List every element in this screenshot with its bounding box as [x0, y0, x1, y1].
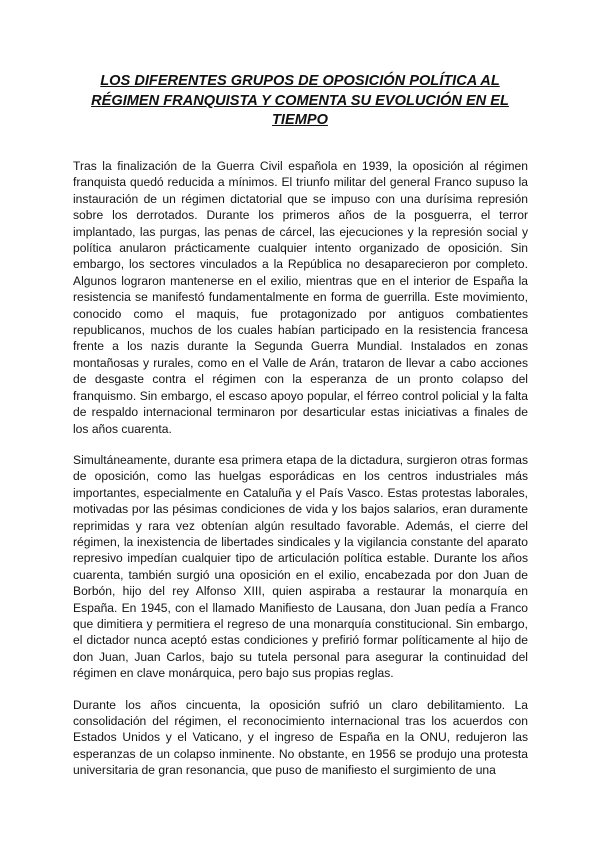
paragraph: Tras la finalización de la Guerra Civil española en 1939, la oposición al régimen franquista quedó reducida a mínimos. El triunfo militar del general Franco supuso la instauración de un régimen dictatorial que se impuso con una durísima represión sobre los derrotados. Durante los primeros años de la posguerra, el terror implantado, las purgas, las penas de cárcel, las ejecuciones y la represión social y política anularon prácticamente cualquier intento organizado de oposición. Sin embargo, los sectores vinculados a la República no desaparecieron por completo. Algunos lograron mantenerse en el exilio, mientras que en el interior de España la resistencia se manifestó fundamentalmente en forma de guerrilla. Este movimiento, conocido como el maquis, fue protagonizado por antiguos combatientes republicanos, muchos de los cuales habían participado en la resistencia francesa frente a los nazis durante la Segunda Guerra Mundial. Instalados en zonas montañosas y rurales, como en el Valle de Arán, trataron de llevar a cabo acciones de desgaste contra el régimen con la esperanza de un pronto colapso del franquismo. Sin embargo, el escaso apoyo popular, el férreo control policial y la falta de respaldo internacional terminaron por desarticular estas iniciativas a finales de los años cuarenta.	[73, 159, 528, 436]
document-title: LOS DIFERENTES GRUPOS DE OPOSICIÓN POLÍTICA AL RÉGIMEN FRANQUISTA Y COMENTA SU EVOLUCIÓN EN EL TIEMPO	[91, 73, 509, 128]
paragraph: Simultáneamente, durante esa primera etapa de la dictadura, surgieron otras formas de oposición, como las huelgas esporádicas en los centros industriales más importantes, especialmente en Cataluña y el País Vasco. Estas protestas laborales, motivadas por las pésimas condiciones de vida y los bajos salarios, eran duramente reprimidas y rara vez obtenían algún resultado favorable. Además, el cierre del régimen, la inexistencia de libertades sindicales y la vigilancia constante del aparato represivo impedían cualquier tipo de articulación política estable. Durante los años cuarenta, también surgió una oposición en el exilio, encabezada por don Juan de Borbón, hijo del rey Alfonso XIII, quien aspiraba a restaurar la monarquía en España. En 1945, con el llamado Manifiesto de Lausana, don Juan pedía a Franco que dimitiera y permitiera el regreso de una monarquía constitucional. Sin embargo, el dictador nunca aceptó estas condiciones y prefirió formar políticamente al hijo de don Juan, Juan Carlos, bajo su tutela personal para asegurar la continuidad del régimen en clave monárquica, pero bajo sus propias reglas.	[73, 452, 528, 681]
paragraph: Durante los años cincuenta, la oposición sufrió un claro debilitamiento. La consolidación del régimen, el reconocimiento internacional tras los acuerdos con Estados Unidos y el Vaticano, y el ingreso de España en la ONU, redujeron las esperanzas de un colapso inminente. No obstante, en 1956 se produjo una protesta universitaria de gran resonancia, que puso de manifiesto el surgimiento de una	[73, 697, 528, 778]
document-body	[73, 158, 528, 794]
